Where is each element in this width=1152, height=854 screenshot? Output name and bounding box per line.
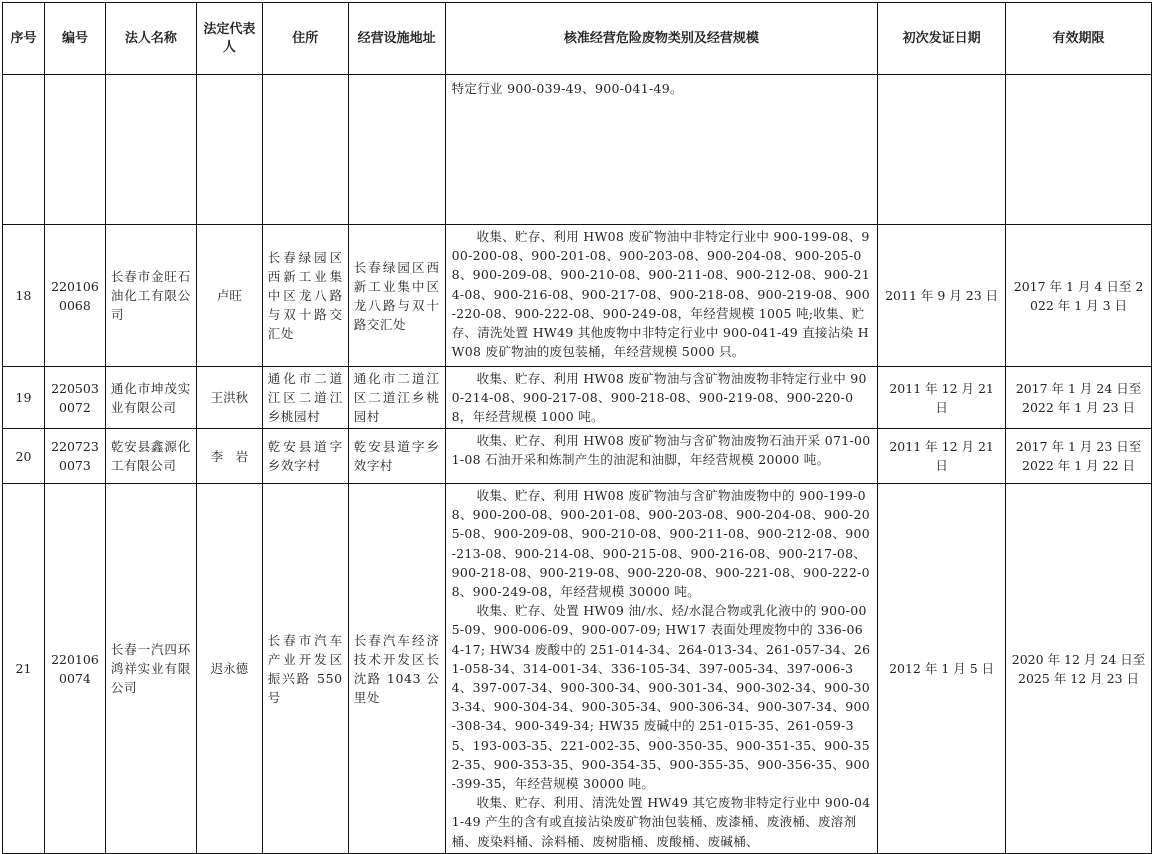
row-facility: 长春绿园区西新工业集中区龙八路与双十路交汇处: [348, 225, 445, 367]
row-scope-para: 收集、贮存、利用 HW08 废矿物油与含矿物油废物中的 900-199-08、900-200-08、900-201-08、900-203-08、900-204-08、900-205-08、900-209-08、900-210-08、900-211-08、900-212-08、900-213-08、900-214-08、900-215-08、900-216-08、900-217-08、900-218-08、900-219-08、900-220-08、900-221-08、900-222-08、900-249-08，年经营规模 30000 吨。: [451, 488, 870, 600]
row-facility: 通化市二道江区二道江乡桃园村: [348, 367, 445, 429]
row-first-date: 2011 年 12 月 21 日: [878, 429, 1006, 484]
header-name: 法人名称: [105, 3, 196, 75]
permit-table: [2, 2, 1152, 854]
header-scope: 核准经营危险废物类别及经营规模: [445, 3, 878, 75]
row-valid: 2017 年 1 月 4 日至 2022 年 1 月 3 日: [1006, 225, 1152, 367]
row-valid: 2017 年 1 月 24 日至 2022 年 1 月 23 日: [1006, 367, 1152, 429]
row-code: 2205030072: [44, 367, 105, 429]
row-no: 18: [3, 225, 45, 367]
table-row: [3, 484, 1152, 854]
header-no: 序号: [3, 3, 45, 75]
row-facility: 乾安县道字乡效字村: [348, 429, 445, 484]
continuation-row: [3, 75, 1152, 225]
row-name: 乾安县鑫源化工有限公司: [105, 429, 196, 484]
row-rep: 迟永德: [196, 484, 262, 854]
row-scope: 收集、贮存、利用 HW08 废矿物油与含矿物油废物非特定行业中 900-214-08、900-217-08、900-218-08、900-219-08、900-220-08，年经营规模 1000 吨。: [451, 371, 867, 425]
row-code: 2201060074: [44, 484, 105, 854]
row-scope-para: 收集、贮存、利用、清洗处置 HW49 其它废物非特定行业中 900-041-49 产生的含有或直接沾染废矿物油包装桶、废漆桶、废液桶、废溶剂桶、废染料桶、涂料桶、废树脂桶、废酸桶、废碱桶、: [451, 795, 871, 849]
row-no: 21: [3, 484, 45, 854]
header-facility: 经营设施地址: [348, 3, 445, 75]
table-row: [3, 429, 1152, 484]
row-code: 2201060068: [44, 225, 105, 367]
header-rep: 法定代表人: [196, 3, 262, 75]
row-no: 19: [3, 367, 45, 429]
row-first-date: 2011 年 9 月 23 日: [878, 225, 1006, 367]
row-first-date: 2012 年 1 月 5 日: [878, 484, 1006, 854]
header-first-date: 初次发证日期: [878, 3, 1006, 75]
row-rep: 王洪秋: [196, 367, 262, 429]
row-no: 20: [3, 429, 45, 484]
header-code: 编号: [44, 3, 105, 75]
row-code: 2207230073: [44, 429, 105, 484]
row-name: 通化市坤茂实业有限公司: [105, 367, 196, 429]
row-scope: 收集、贮存、利用 HW08 废矿物油与含矿物油废物石油开采 071-001-08 石油开采和炼制产生的油泥和油脚，年经营规模 20000 吨。: [451, 433, 871, 468]
row-addr: 乾安县道字乡效字村: [262, 429, 348, 484]
header-row: [3, 3, 1152, 75]
row-first-date: 2011 年 12 月 21 日: [878, 367, 1006, 429]
row-rep: 卢旺: [196, 225, 262, 367]
table-row: [3, 225, 1152, 367]
row-addr: 通化市二道江区二道江乡桃园村: [262, 367, 348, 429]
table-row: [3, 367, 1152, 429]
row-scope: 收集、贮存、利用 HW08 废矿物油中非特定行业中 900-199-08、900-200-08、900-201-08、900-203-08、900-204-08、900-205-08、900-209-08、900-210-08、900-211-08、900-212-08、900-214-08、900-216-08、900-217-08、900-218-08、900-219-08、900-220-08、900-222-08、900-249-08，年经营规模 1005 吨;收集、贮存、清洗处置 HW49 其他废物中非特定行业中 900-041-49 直接沾染 HW08 废矿物油的废包装桶，年经营规模 5000 只。: [451, 229, 870, 360]
header-addr: 住所: [262, 3, 348, 75]
row-valid: 2020 年 12 月 24 日至 2025 年 12 月 23 日: [1006, 484, 1152, 854]
row-rep: 李 岩: [196, 429, 262, 484]
header-valid: 有效期限: [1006, 3, 1152, 75]
row-addr: 长春绿园区西新工业集中区龙八路与双十路交汇处: [262, 225, 348, 367]
row-facility: 长春汽车经济技术开发区长沈路 1043 公里处: [348, 484, 445, 854]
continuation-text: 特定行业 900-039-49、900-041-49。: [451, 81, 683, 96]
row-name: 长春市金旺石油化工有限公司: [105, 225, 196, 367]
row-scope-para: 收集、贮存、处置 HW09 油/水、烃/水混合物或乳化液中的 900-005-09、900-006-09、900-007-09; HW17 表面处理废物中的 336-064-17; HW34 废酸中的 251-014-34、264-013-34、261-057-34、261-058-34、314-001-34、336-105-34、397-005-34、397-006-34、397-007-34、900-300-34、900-301-34、900-302-34、900-303-34、900-304-34、900-305-34、900-306-34、900-307-34、900-308-34、900-349-34; HW35 废碱中的 251-015-35、261-059-35、193-003-35、221-002-35、900-350-35、900-351-35、900-352-35、900-353-35、900-354-35、900-355-35、900-356-35、900-399-35，年经营规模 30000 吨。: [451, 603, 871, 792]
row-valid: 2017 年 1 月 23 日至 2022 年 1 月 22 日: [1006, 429, 1152, 484]
row-name: 长春一汽四环鸿祥实业有限公司: [105, 484, 196, 854]
row-addr: 长春市汽车产业开发区振兴路 550 号: [262, 484, 348, 854]
